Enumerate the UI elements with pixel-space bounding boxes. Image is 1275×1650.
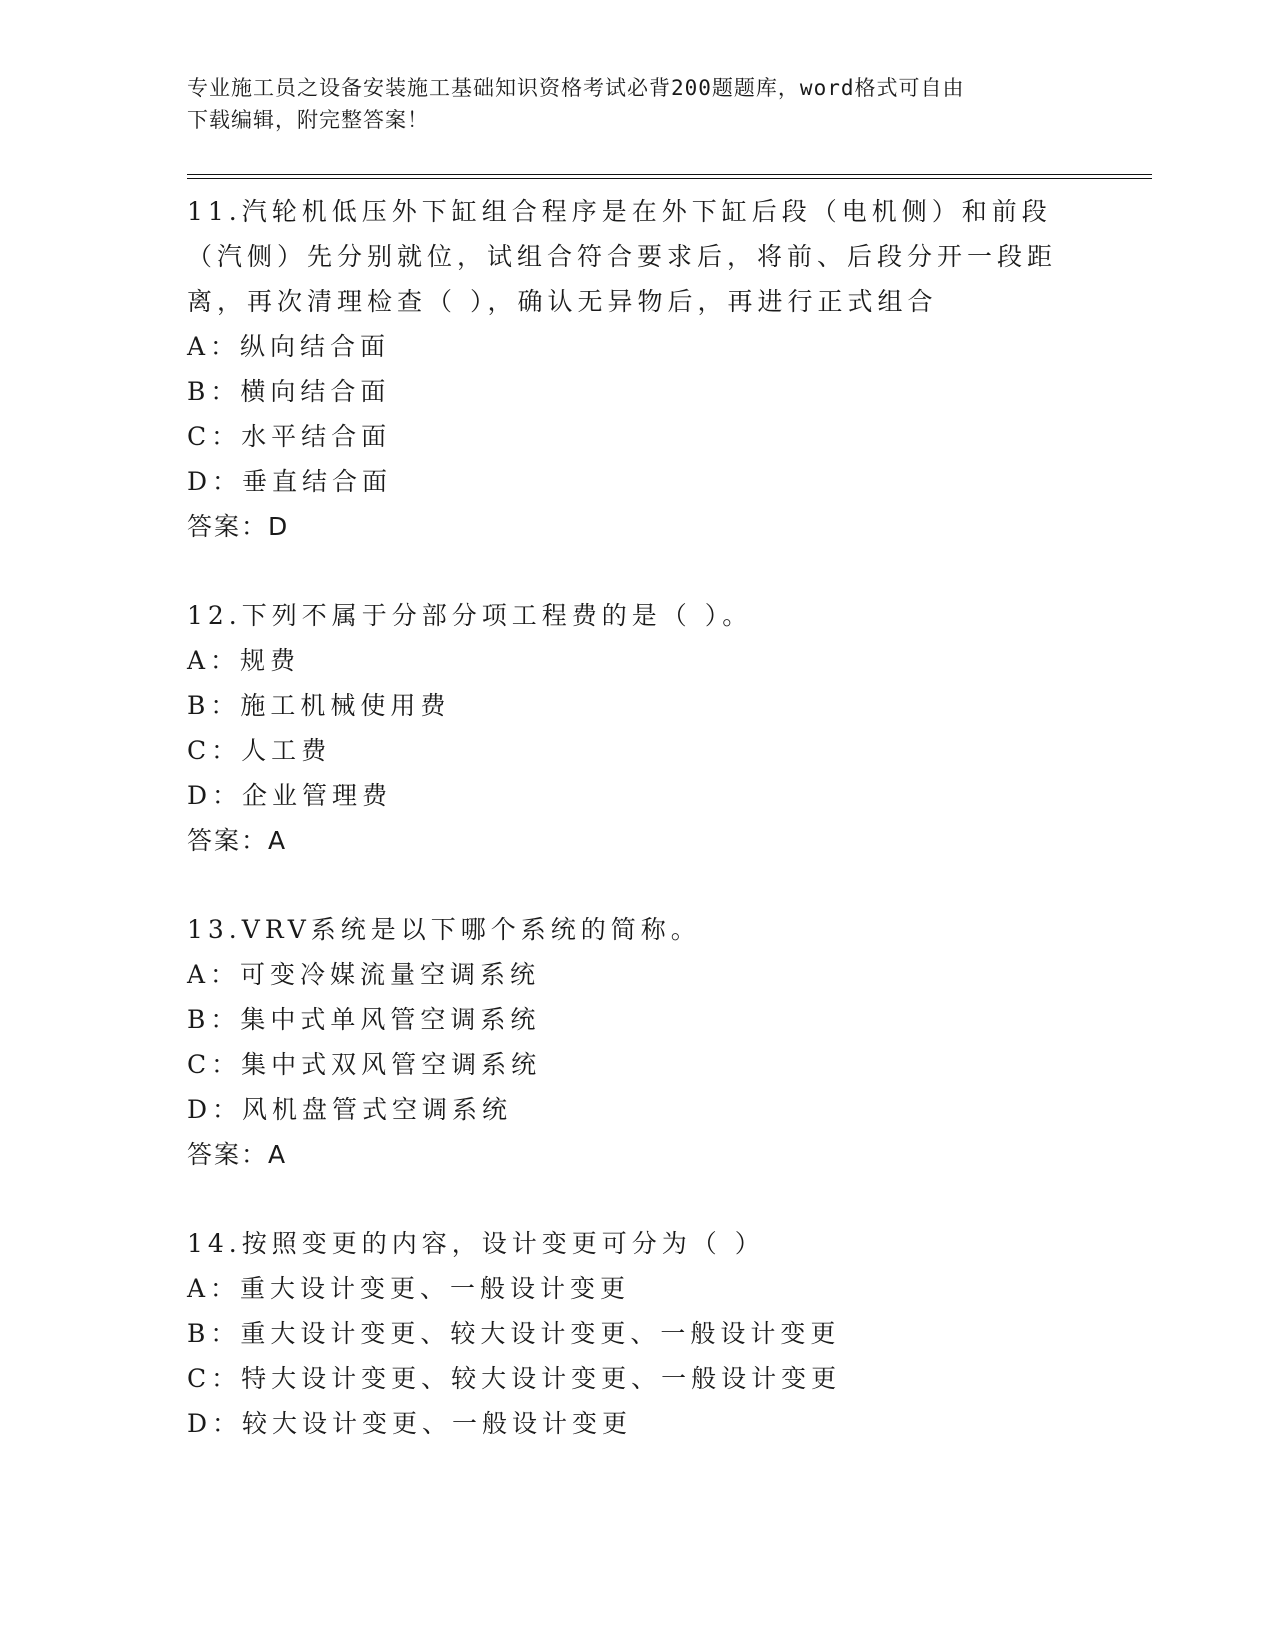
option-d: D：较大设计变更、一般设计变更 bbox=[187, 1409, 633, 1438]
option-d: D：垂直结合面 bbox=[187, 467, 393, 496]
header-line-1: 专业施工员之设备安装施工基础知识资格考试必背200题题库，word格式可自由 bbox=[187, 76, 965, 100]
option-d: D：企业管理费 bbox=[187, 781, 393, 810]
option-d: D：风机盘管式空调系统 bbox=[187, 1095, 513, 1124]
answer: 答案：A bbox=[187, 1140, 288, 1169]
question-11 bbox=[187, 189, 1147, 549]
option-a: A：纵向结合面 bbox=[187, 332, 391, 361]
question-text: 13.VRV系统是以下哪个系统的简称。 bbox=[187, 915, 701, 944]
option-a: A：可变冷媒流量空调系统 bbox=[187, 960, 541, 989]
question-12 bbox=[187, 593, 1147, 863]
option-c: C：水平结合面 bbox=[187, 422, 392, 451]
answer: 答案：A bbox=[187, 826, 288, 855]
option-b: B：重大设计变更、较大设计变更、一般设计变更 bbox=[187, 1319, 841, 1348]
answer: 答案：D bbox=[187, 512, 290, 541]
option-a: A：规费 bbox=[187, 646, 301, 675]
option-b: B：施工机械使用费 bbox=[187, 691, 451, 720]
document-header bbox=[187, 72, 1067, 136]
question-13 bbox=[187, 907, 1147, 1177]
option-c: C：人工费 bbox=[187, 736, 332, 765]
option-c: C：集中式双风管空调系统 bbox=[187, 1050, 542, 1079]
header-line-2: 下载编辑，附完整答案！ bbox=[187, 108, 429, 132]
header-divider bbox=[187, 174, 1152, 179]
option-a: A：重大设计变更、一般设计变更 bbox=[187, 1274, 631, 1303]
question-text: 11.汽轮机低压外下缸组合程序是在外下缸后段（电机侧）和前段（汽侧）先分别就位，试组合符合要求后，将前、后段分开一段距离，再次清理检查（ ），确认无异物后，再进行正式组合 bbox=[187, 197, 1058, 316]
option-b: B：集中式单风管空调系统 bbox=[187, 1005, 541, 1034]
option-b: B：横向结合面 bbox=[187, 377, 391, 406]
option-c: C：特大设计变更、较大设计变更、一般设计变更 bbox=[187, 1364, 842, 1393]
question-14 bbox=[187, 1221, 1147, 1446]
question-text: 12.下列不属于分部分项工程费的是（ ）。 bbox=[187, 601, 753, 630]
document-page bbox=[187, 72, 1147, 1446]
question-text: 14.按照变更的内容，设计变更可分为（ ） bbox=[187, 1229, 765, 1258]
